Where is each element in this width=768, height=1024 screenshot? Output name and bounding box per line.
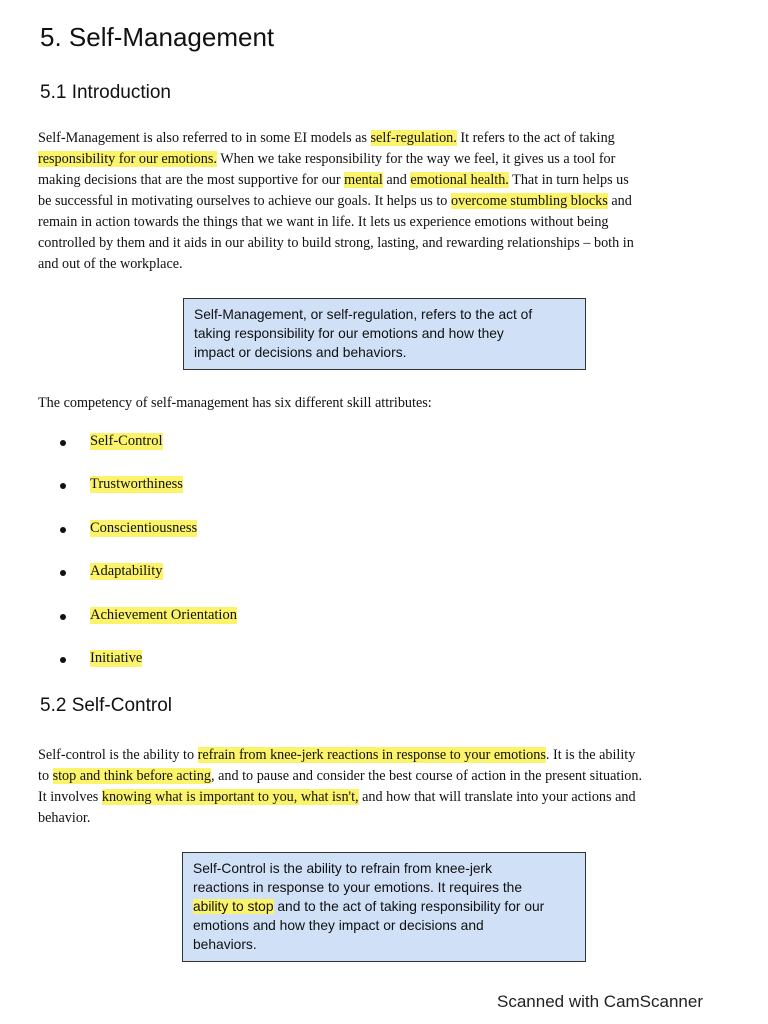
highlight-mental: mental	[344, 172, 383, 188]
highlight-stop-and-think: stop and think before acting	[52, 768, 211, 784]
highlight-responsibility: responsibility for our emotions.	[38, 151, 217, 167]
intro-paragraph: Self-Management is also referred to in some EI models as self-regulation. It refers to the act of taking responsibility for our emotions. When we take responsibility for the way we feel, it gives us a tool for making decisions that are the most supportive for our mental and emotional health. That in turn helps us be successful in motivating ourselves to achieve our goals. It helps us to overcome stumbling blocks and remain in action towards the things that we want in life. It lets us experience emotions without being controlled by them and it aids in our ability to build strong, lasting, and rewarding relationships – both in and out of the workplace.	[38, 130, 634, 272]
highlight-stumbling-blocks: overcome stumbling blocks	[450, 193, 608, 209]
bullet-icon	[60, 614, 66, 620]
bullet-icon	[60, 657, 66, 663]
page-title: 5. Self-Management	[40, 22, 275, 52]
highlight-ability-to-stop: ability to stop	[193, 899, 274, 914]
highlight-knowing-what-is-important: knowing what is important to you, what isn't,	[101, 789, 359, 805]
bullet-icon	[60, 570, 66, 576]
bullet-icon	[60, 483, 66, 489]
section-heading-self-control: 5.2 Self-Control	[40, 695, 173, 716]
bullet-icon	[60, 527, 66, 533]
highlight-refrain: refrain from knee-jerk reactions in response to your emotions	[197, 747, 546, 763]
self-control-summary-box: Self-Control is the ability to refrain from knee-jerk reactions in response to your emotions. It requires the ability to stop and to the act of taking responsibility for our emotions and how they impact or decisions and behaviors.	[182, 852, 586, 962]
highlight-self-regulation: self-regulation.	[370, 130, 457, 146]
scanner-watermark: Scanned with CamScanner	[497, 992, 704, 1011]
intro-summary-box: Self-Management, or self-regulation, refers to the act of taking responsibility for our emotions and how they impact or decisions and behaviors.	[183, 298, 586, 370]
bullet-icon	[60, 440, 66, 446]
section-heading-introduction: 5.1 Introduction	[40, 82, 171, 103]
highlight-emotional-health: emotional health.	[410, 172, 509, 188]
self-control-paragraph: Self-control is the ability to refrain from knee-jerk reactions in response to your emotions. It is the ability to stop and think before acting, and to pause and consider the best course of action in the present situation. It involves knowing what is important to you, what isn't, and how that will translate into your actions and behavior.	[38, 747, 643, 826]
competency-sentence: The competency of self-management has six different skill attributes:	[38, 395, 432, 411]
